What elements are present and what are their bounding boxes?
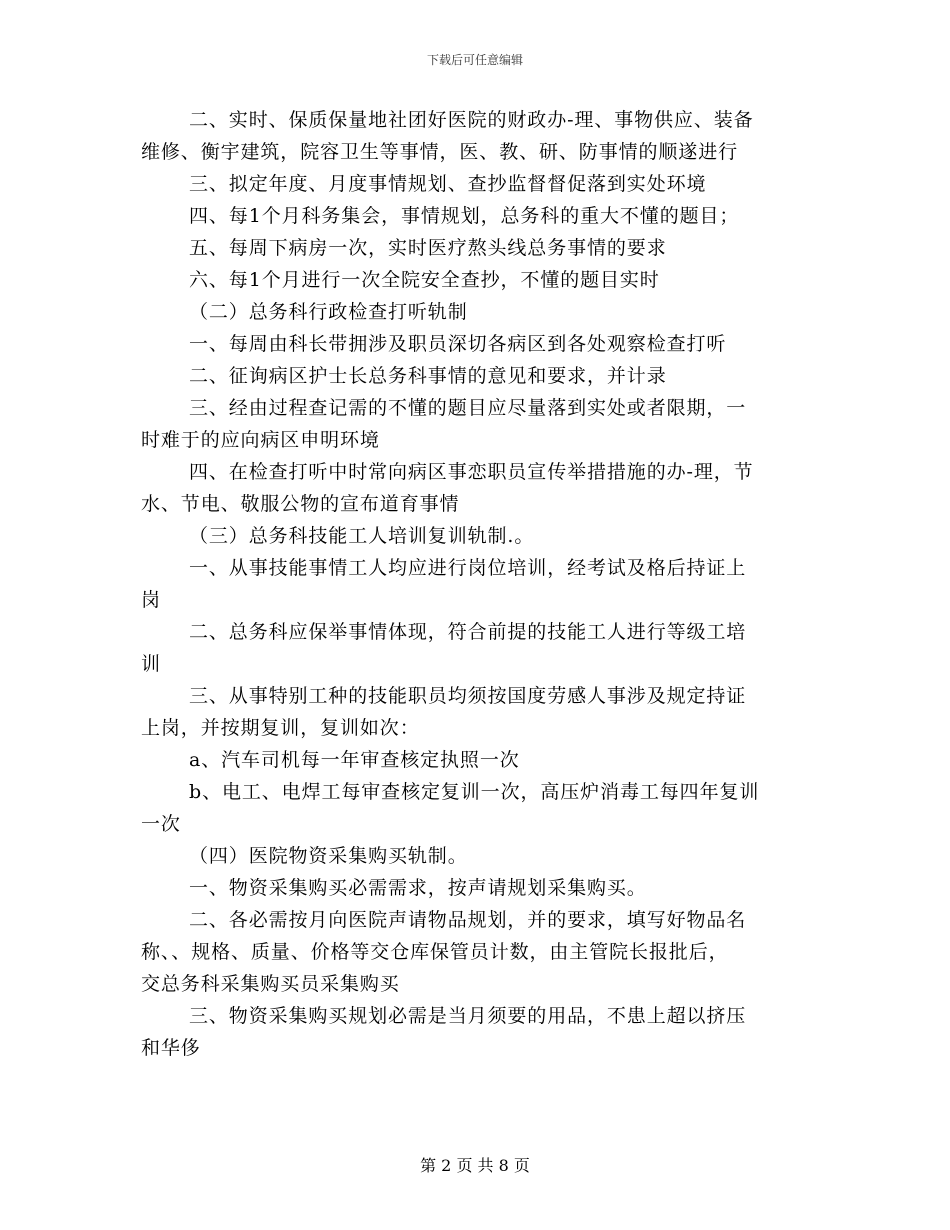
text-line: 三、经由过程查记需的不懂的题目应尽量落到实处或者限期，一 <box>189 397 747 419</box>
text-line: 称、、规格、质量、价格等交仓库保管员计数，由主管院长报批后， <box>141 941 729 963</box>
text-line: 和华侈 <box>141 1037 201 1059</box>
text-line: 上岗，并按期复训，复训如次： <box>141 717 420 739</box>
text-line: 二、总务科应保举事情体现，符合前提的技能工人进行等级工培 <box>189 621 747 643</box>
text-line: 三、物资采集购买规划必需是当月须要的用品，不患上超以挤压 <box>189 1005 747 1027</box>
document-body <box>141 104 813 1064</box>
text-line: 二、实时、保质保量地社团好医院的财政办-理、事物供应、装备 <box>189 109 754 131</box>
text-line: 训 <box>141 653 161 675</box>
text-line: 时难于的应向病区申明环境 <box>141 429 380 451</box>
text-line: b、电工、电焊工每审查核定复训一次，高压炉消毒工每四年复训 <box>189 781 760 803</box>
text-line: （二）总务科行政检查打听轨制 <box>189 301 468 323</box>
text-line: 一、从事技能事情工人均应进行岗位培训，经考试及格后持证上 <box>189 557 747 579</box>
text-line: 一、每周由科长带拥涉及职员深切各病区到各处观察检查打听 <box>189 333 727 355</box>
text-line: 三、从事特别工种的技能职员均须按国度劳感人事涉及规定持证 <box>189 685 747 707</box>
text-line: 六、每1个月进行一次全院安全查抄，不懂的题目实时 <box>189 269 660 291</box>
text-line: （三）总务科技能工人培训复训轨制.。 <box>189 525 535 547</box>
page-footer: 第 2 页 共 8 页 <box>420 1156 530 1175</box>
text-line: 四、在检查打听中时常向病区事恋职员宣传举措措施的办-理，节 <box>189 461 754 483</box>
text-line: 一、物资采集购买必需需求，按声请规划采集购买。 <box>189 877 647 899</box>
text-line: 四、每1个月科务集会，事情规划，总务科的重大不懂的题目； <box>189 205 740 227</box>
text-line: 交总务科采集购买员采集购买 <box>141 973 400 995</box>
text-line: （四）医院物资采集购买轨制。 <box>189 845 468 867</box>
text-line: 二、征询病区护士长总务科事情的意见和要求，并计录 <box>189 365 667 387</box>
text-line: 一次 <box>141 813 181 835</box>
text-line: 水、节电、敬服公物的宣布道育事情 <box>141 493 460 515</box>
text-line: 维修、衡宇建筑，院容卫生等事情，医、教、研、防事情的顺遂进行 <box>141 141 739 163</box>
text-line: 三、拟定年度、月度事情规划、查抄监督督促落到实处环境 <box>189 173 707 195</box>
text-line: 五、每周下病房一次，实时医疗熬头线总务事情的要求 <box>189 237 667 259</box>
page-header: 下载后可任意编辑 <box>426 53 523 67</box>
text-line: a、汽车司机每一年审查核定执照一次 <box>189 749 520 771</box>
text-line: 岗 <box>141 589 161 611</box>
text-line: 二、各必需按月向医院声请物品规划，并的要求，填写好物品名 <box>189 909 747 931</box>
